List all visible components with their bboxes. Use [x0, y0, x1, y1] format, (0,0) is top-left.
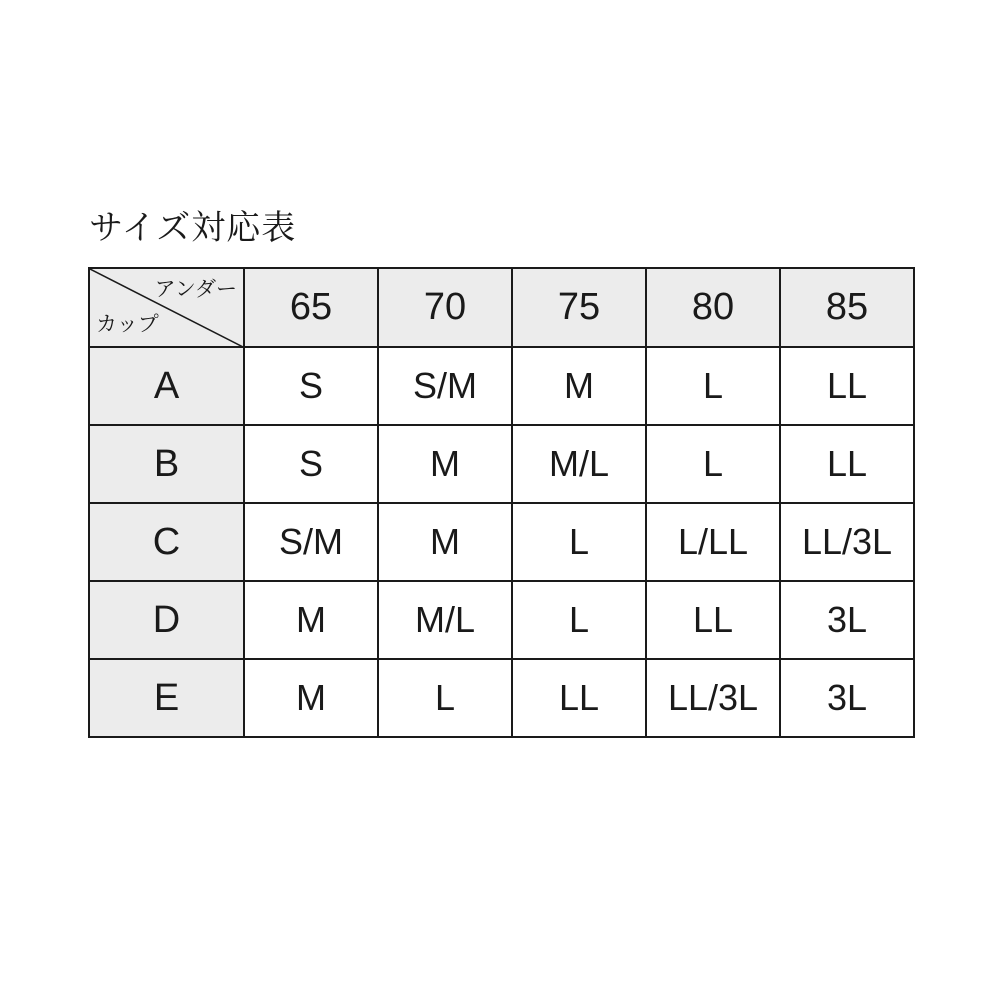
- table-cell: M: [378, 425, 512, 503]
- table-cell: L: [378, 659, 512, 737]
- column-header: 80: [646, 268, 780, 347]
- row-header: D: [89, 581, 244, 659]
- row-header: C: [89, 503, 244, 581]
- table-cell: M: [378, 503, 512, 581]
- under-bust-label: アンダー: [154, 277, 237, 301]
- table-cell: S: [244, 347, 378, 425]
- table-row: [89, 425, 914, 503]
- table-cell: L/LL: [646, 503, 780, 581]
- column-header: 70: [378, 268, 512, 347]
- table-cell: S: [244, 425, 378, 503]
- page-title: サイズ対応表: [89, 208, 297, 248]
- table-cell: LL/3L: [780, 503, 914, 581]
- table-cell: L: [646, 347, 780, 425]
- table-cell: LL/3L: [646, 659, 780, 737]
- row-header: B: [89, 425, 244, 503]
- table-header-row: [89, 268, 914, 347]
- table-row: [89, 347, 914, 425]
- table-row: [89, 659, 914, 737]
- table-cell: LL: [512, 659, 646, 737]
- table-cell: S/M: [244, 503, 378, 581]
- table-cell: M: [244, 581, 378, 659]
- table-cell: L: [512, 503, 646, 581]
- row-header: A: [89, 347, 244, 425]
- table-cell: S/M: [378, 347, 512, 425]
- table-cell: 3L: [780, 581, 914, 659]
- column-header: 75: [512, 268, 646, 347]
- column-header: 85: [780, 268, 914, 347]
- corner-cell: [89, 268, 244, 347]
- table-row: [89, 581, 914, 659]
- table-cell: LL: [780, 347, 914, 425]
- table-cell: 3L: [780, 659, 914, 737]
- size-table: [88, 267, 915, 738]
- table-cell: M/L: [378, 581, 512, 659]
- table-cell: M/L: [512, 425, 646, 503]
- table-cell: M: [512, 347, 646, 425]
- table-cell: L: [512, 581, 646, 659]
- table-row: [89, 503, 914, 581]
- column-header: 65: [244, 268, 378, 347]
- row-header: E: [89, 659, 244, 737]
- table-cell: M: [244, 659, 378, 737]
- table-cell: LL: [780, 425, 914, 503]
- cup-label: カップ: [96, 312, 159, 336]
- table-cell: L: [646, 425, 780, 503]
- table-cell: LL: [646, 581, 780, 659]
